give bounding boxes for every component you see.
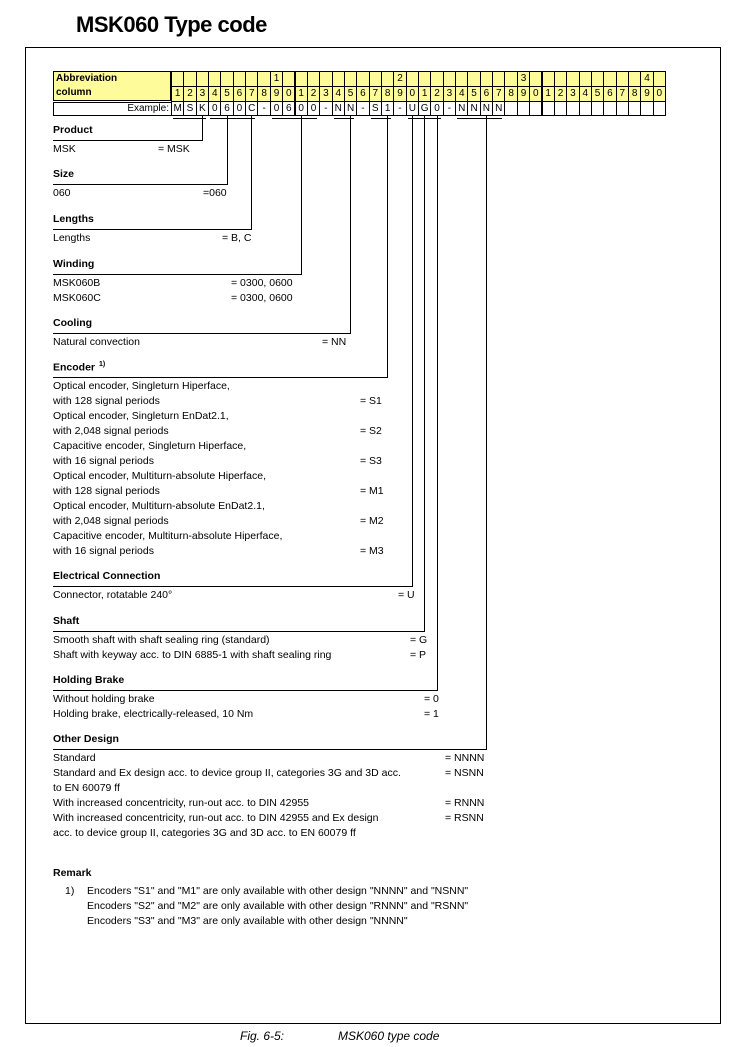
section-heading-cooling	[53, 317, 92, 329]
option-label: Standard	[53, 752, 96, 764]
connector-line	[387, 116, 388, 378]
grid-tens-cell	[418, 71, 431, 87]
group-bracket	[371, 118, 392, 119]
grid-tens-cell	[492, 71, 505, 87]
connector-line	[486, 116, 487, 750]
grid-tens-cell: 1	[270, 71, 283, 87]
grid-example-cell	[640, 101, 653, 116]
option-label: MSK	[53, 143, 76, 155]
option-label: MSK060B	[53, 277, 101, 289]
grid-units-cell: 7	[492, 86, 505, 102]
section-heading-text: Holding Brake	[53, 674, 125, 686]
connector-line	[412, 116, 413, 587]
page-title: MSK060 Type code	[76, 12, 267, 37]
grid-tens-cell	[196, 71, 209, 87]
section-heading-text: Size	[53, 168, 75, 180]
option-label: Shaft with keyway acc. to DIN 6885-1 with shaft sealing ring	[53, 649, 332, 661]
grid-tens-cell	[406, 71, 419, 87]
grid-tens-cell	[430, 71, 443, 87]
abbreviation-label: Abbreviation	[56, 73, 118, 84]
grid-units-cell: 5	[591, 86, 604, 102]
grid-example-cell: 1	[381, 101, 394, 116]
option-label: with 128 signal periods	[53, 395, 160, 407]
remark-line: Encoders "S2" and "M2" are only available with other design "RNNN" and "RSNN"	[87, 900, 469, 912]
connector-line	[350, 116, 351, 334]
grid-units-cell: 6	[603, 86, 616, 102]
grid-example-cell	[591, 101, 604, 116]
option-code: = S3	[360, 455, 382, 467]
section-underline	[53, 377, 387, 378]
option-label: with 16 signal periods	[53, 545, 154, 557]
grid-example-cell: 0	[270, 101, 283, 116]
option-code: = NNNN	[445, 752, 485, 764]
option-label: to EN 60079 ff	[53, 782, 120, 794]
column-label: column	[56, 87, 92, 98]
grid-tens-cell	[183, 71, 196, 87]
remark-heading: Remark	[53, 867, 92, 879]
grid-example-cell	[616, 101, 629, 116]
remark-line: Encoders "S3" and "M3" are only available with other design "NNNN"	[87, 915, 408, 927]
grid-units-cell: 5	[220, 86, 233, 102]
grid-tens-cell: 2	[393, 71, 406, 87]
grid-example-cell: 0	[208, 101, 221, 116]
grid-example-cell	[517, 101, 530, 116]
grid-tens-cell: 4	[640, 71, 653, 87]
grid-units-cell: 6	[356, 86, 369, 102]
grid-tens-cell	[480, 71, 493, 87]
section-underline	[53, 631, 424, 632]
grid-units-cell: 3	[319, 86, 332, 102]
grid-units-cell: 4	[332, 86, 345, 102]
option-label: Optical encoder, Singleturn EnDat2.1,	[53, 410, 229, 422]
grid-example-cell	[566, 101, 579, 116]
grid-example-cell: N	[492, 101, 505, 116]
grid-example-cell: 6	[282, 101, 295, 116]
option-code: = M2	[360, 515, 384, 527]
grid-tens-cell	[245, 71, 258, 87]
option-label: with 2,048 signal periods	[53, 515, 169, 527]
option-label: Lengths	[53, 232, 91, 244]
section-underline	[53, 140, 202, 141]
option-label: With increased concentricity, run-out acc. to DIN 42955 and Ex design	[53, 812, 379, 824]
group-bracket	[334, 118, 355, 119]
grid-units-cell: 0	[406, 86, 419, 102]
option-label: Optical encoder, Multiturn-absolute EnDat2.1,	[53, 500, 265, 512]
grid-units-cell: 8	[381, 86, 394, 102]
grid-units-cell: 8	[257, 86, 270, 102]
option-label: acc. to device group II, categories 3G and 3D acc. to EN 60079 ff	[53, 827, 356, 839]
remark-line: Encoders "S1" and "M1" are only available with other design "NNNN" and "NSNN"	[87, 885, 469, 897]
grid-units-cell: 2	[554, 86, 567, 102]
section-heading-text: Encoder	[53, 361, 96, 374]
grid-example-cell: 6	[220, 101, 233, 116]
grid-units-cell: 5	[467, 86, 480, 102]
grid-units-cell: 7	[245, 86, 258, 102]
group-bracket	[457, 118, 502, 119]
section-heading-text: Winding	[53, 258, 95, 270]
grid-tens-cell	[233, 71, 246, 87]
section-heading-encoder	[53, 361, 105, 374]
section-underline	[53, 749, 486, 750]
grid-units-cell: 2	[430, 86, 443, 102]
section-underline	[53, 229, 251, 230]
grid-example-cell: K	[196, 101, 209, 116]
grid-tens-cell	[295, 71, 308, 87]
grid-units-cell: 2	[183, 86, 196, 102]
grid-tens-cell	[220, 71, 233, 87]
grid-units-cell: 3	[443, 86, 456, 102]
option-code: = S2	[360, 425, 382, 437]
grid-example-cell	[653, 101, 666, 116]
group-bracket	[210, 118, 255, 119]
grid-units-cell: 0	[282, 86, 295, 102]
grid-tens-cell	[257, 71, 270, 87]
option-label: Standard and Ex design acc. to device group II, categories 3G and 3D acc.	[53, 767, 401, 779]
section-heading-brake	[53, 674, 124, 686]
option-label: with 128 signal periods	[53, 485, 160, 497]
section-heading-text: Product	[53, 124, 93, 136]
option-label: Holding brake, electrically-released, 10 Nm	[53, 708, 254, 720]
option-code: = RNNN	[445, 797, 485, 809]
group-bracket	[408, 118, 441, 119]
grid-example-cell: S	[369, 101, 382, 116]
grid-tens-cell	[566, 71, 579, 87]
option-code: = 0300, 0600	[231, 292, 293, 304]
connector-line	[437, 116, 438, 691]
option-code: = NN	[322, 336, 347, 348]
grid-units-cell: 8	[628, 86, 641, 102]
section-underline	[53, 690, 437, 691]
grid-example-cell: -	[393, 101, 406, 116]
grid-example-cell: 0	[233, 101, 246, 116]
grid-tens-cell	[332, 71, 345, 87]
section-heading-text: Shaft	[53, 615, 80, 627]
grid-units-cell: 1	[418, 86, 431, 102]
grid-tens-cell	[344, 71, 357, 87]
section-underline	[53, 184, 227, 185]
grid-tens-cell	[443, 71, 456, 87]
grid-units-cell: 8	[504, 86, 517, 102]
grid-tens-cell	[579, 71, 592, 87]
option-label: Smooth shaft with shaft sealing ring (standard)	[53, 634, 270, 646]
option-label: 060	[53, 187, 71, 199]
grid-tens-cell	[319, 71, 332, 87]
grid-tens-cell	[591, 71, 604, 87]
grid-tens-cell	[616, 71, 629, 87]
grid-example-cell	[542, 101, 555, 116]
abbreviation-header	[53, 71, 171, 101]
grid-tens-cell	[603, 71, 616, 87]
grid-tens-cell	[455, 71, 468, 87]
figure-number: Fig. 6-5:	[240, 1029, 285, 1043]
group-bracket	[173, 118, 206, 119]
remark-number: 1)	[65, 885, 75, 897]
grid-example-cell: -	[443, 101, 456, 116]
grid-example-cell: -	[356, 101, 369, 116]
option-code: = 1	[424, 708, 439, 720]
option-code: = U	[398, 589, 415, 601]
figure-caption: MSK060 type code	[338, 1029, 440, 1043]
grid-tens-cell	[554, 71, 567, 87]
grid-units-cell: 0	[653, 86, 666, 102]
option-code: = G	[410, 634, 428, 646]
grid-units-cell: 9	[270, 86, 283, 102]
grid-units-cell: 7	[369, 86, 382, 102]
grid-units-cell: 6	[233, 86, 246, 102]
grid-example-cell	[554, 101, 567, 116]
grid-example-cell: -	[257, 101, 270, 116]
section-heading-text: Other Design	[53, 733, 119, 745]
option-code: = P	[410, 649, 427, 661]
option-label: with 16 signal periods	[53, 455, 154, 467]
option-code: = RSNN	[445, 812, 484, 824]
option-label: Capacitive encoder, Singleturn Hiperface,	[53, 440, 247, 452]
grid-units-cell: 1	[171, 86, 184, 102]
example-label: Example:	[53, 102, 171, 116]
option-code: =060	[203, 187, 227, 199]
option-label: Optical encoder, Multiturn-absolute Hiperface,	[53, 470, 267, 482]
grid-units-cell: 6	[480, 86, 493, 102]
section-heading-lengths	[53, 213, 94, 225]
connector-line	[424, 116, 425, 632]
grid-units-cell: 9	[393, 86, 406, 102]
section-underline	[53, 274, 301, 275]
footnote-marker: 1)	[99, 361, 106, 368]
grid-units-cell: 4	[579, 86, 592, 102]
grid-example-cell: -	[319, 101, 332, 116]
grid-units-cell: 5	[344, 86, 357, 102]
option-label: Optical encoder, Singleturn Hiperface,	[53, 380, 230, 392]
grid-example-cell	[529, 101, 542, 116]
grid-example-cell: N	[332, 101, 345, 116]
grid-example-cell: S	[183, 101, 196, 116]
grid-example-cell: 0	[307, 101, 320, 116]
option-label: Without holding brake	[53, 693, 155, 705]
grid-tens-cell	[356, 71, 369, 87]
grid-example-cell	[504, 101, 517, 116]
grid-example-cell: 0	[295, 101, 308, 116]
option-label: MSK060C	[53, 292, 101, 304]
grid-units-cell: 2	[307, 86, 320, 102]
option-code: = B, C	[222, 232, 252, 244]
grid-tens-cell	[171, 71, 184, 87]
section-heading-text: Lengths	[53, 213, 94, 225]
section-heading-text: Electrical Connection	[53, 570, 161, 582]
grid-tens-cell	[381, 71, 394, 87]
grid-tens-cell	[307, 71, 320, 87]
grid-example-cell	[603, 101, 616, 116]
grid-example-cell: G	[418, 101, 431, 116]
grid-tens-cell	[282, 71, 295, 87]
section-heading-other	[53, 733, 119, 745]
grid-example-cell: 0	[430, 101, 443, 116]
option-label: Natural convection	[53, 336, 140, 348]
grid-example-cell: N	[455, 101, 468, 116]
grid-example-cell	[579, 101, 592, 116]
grid-tens-cell	[504, 71, 517, 87]
connector-line	[227, 116, 228, 185]
section-heading-electrical	[53, 570, 160, 582]
grid-units-cell: 1	[542, 86, 555, 102]
section-underline	[53, 586, 412, 587]
option-label: Connector, rotatable 240°	[53, 589, 173, 601]
grid-units-cell: 4	[208, 86, 221, 102]
grid-example-cell: N	[480, 101, 493, 116]
section-heading-size	[53, 168, 74, 180]
section-heading-winding	[53, 258, 94, 270]
grid-units-cell: 0	[529, 86, 542, 102]
grid-example-cell: N	[344, 101, 357, 116]
grid-tens-cell	[467, 71, 480, 87]
grid-units-cell: 9	[640, 86, 653, 102]
grid-example-cell: N	[467, 101, 480, 116]
section-heading-shaft	[53, 615, 79, 627]
grid-example-cell	[628, 101, 641, 116]
grid-units-cell: 7	[616, 86, 629, 102]
option-code: = 0300, 0600	[231, 277, 293, 289]
grid-tens-cell	[369, 71, 382, 87]
grid-tens-cell	[208, 71, 221, 87]
option-label: Capacitive encoder, Multiturn-absolute Hiperface,	[53, 530, 283, 542]
grid-tens-cell: 3	[517, 71, 530, 87]
option-code: = MSK	[158, 143, 190, 155]
option-code: = M3	[360, 545, 384, 557]
group-bracket	[272, 118, 317, 119]
option-code: = S1	[360, 395, 382, 407]
grid-units-cell: 3	[196, 86, 209, 102]
option-label: with 2,048 signal periods	[53, 425, 169, 437]
grid-units-cell: 1	[295, 86, 308, 102]
connector-line	[301, 116, 302, 275]
grid-tens-cell	[529, 71, 542, 87]
section-heading-product	[53, 124, 93, 136]
grid-units-cell: 9	[517, 86, 530, 102]
grid-tens-cell	[542, 71, 555, 87]
grid-units-cell: 4	[455, 86, 468, 102]
option-code: = 0	[424, 693, 439, 705]
connector-line	[202, 116, 203, 141]
grid-example-cell: M	[171, 101, 184, 116]
option-code: = M1	[360, 485, 384, 497]
section-underline	[53, 333, 350, 334]
option-label: With increased concentricity, run-out acc. to DIN 42955	[53, 797, 310, 809]
connector-line	[251, 116, 252, 230]
section-heading-text: Cooling	[53, 317, 93, 329]
grid-example-cell: U	[406, 101, 419, 116]
grid-example-cell: C	[245, 101, 258, 116]
grid-tens-cell	[653, 71, 666, 87]
grid-tens-cell	[628, 71, 641, 87]
grid-units-cell: 3	[566, 86, 579, 102]
option-code: = NSNN	[445, 767, 484, 779]
